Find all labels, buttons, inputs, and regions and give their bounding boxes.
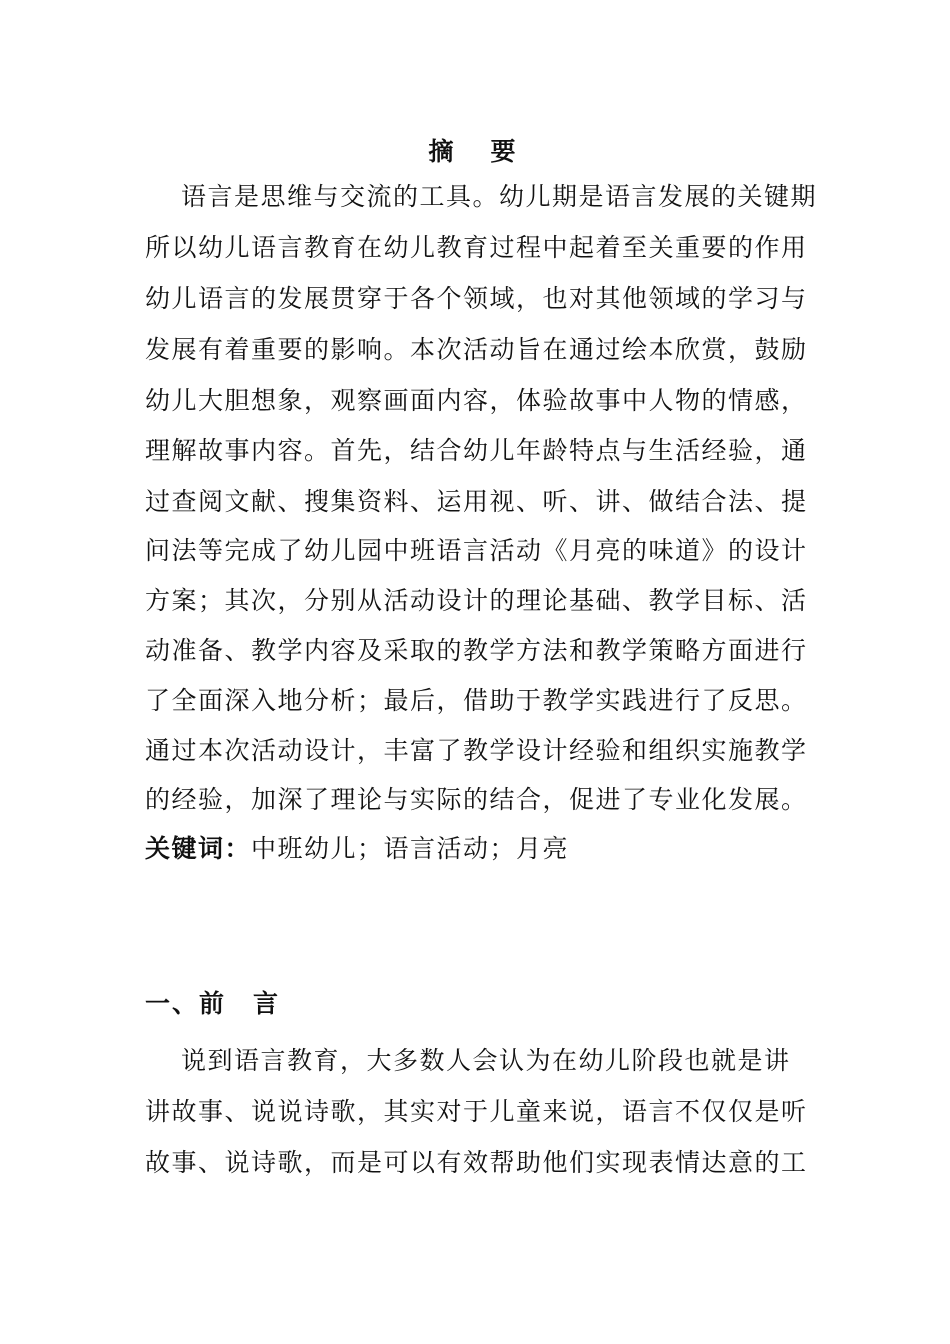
abstract-line: 方案；其次，分别从活动设计的理论基础、教学目标、活 xyxy=(145,586,808,615)
abstract-line: 幼儿大胆想象，观察画面内容，体验故事中人物的情感， xyxy=(145,386,808,415)
body-line: 说到语言教育，大多数人会认为在幼儿阶段也就是讲 xyxy=(145,1046,791,1075)
abstract-title: 摘 要 xyxy=(428,137,522,166)
keywords-value: 中班幼儿；语言活动；月亮 xyxy=(251,834,570,863)
abstract-line: 理解故事内容。首先，结合幼儿年龄特点与生活经验，通 xyxy=(145,436,808,465)
body-line: 故事、说诗歌，而是可以有效帮助他们实现表情达意的工 xyxy=(145,1148,808,1177)
abstract-line: 了全面深入地分析；最后，借助于教学实践进行了反思。 xyxy=(145,686,808,715)
abstract-line: 的经验，加深了理论与实际的结合，促进了专业化发展。 xyxy=(145,785,808,814)
abstract-line: 过查阅文献、搜集资料、运用视、听、讲、做结合法、提 xyxy=(145,487,808,516)
keywords xyxy=(145,831,805,867)
abstract-line: 所以幼儿语言教育在幼儿教育过程中起着至关重要的作用 xyxy=(145,233,808,262)
keywords-label: 关键词： xyxy=(145,834,252,863)
section-heading-preface: 一、前 言 xyxy=(145,989,281,1018)
abstract-line: 语言是思维与交流的工具。幼儿期是语言发展的关键期 xyxy=(145,182,817,211)
abstract-line: 问法等完成了幼儿园中班语言活动《月亮的味道》的设计 xyxy=(145,536,808,565)
body-line: 讲故事、说说诗歌，其实对于儿童来说，语言不仅仅是听 xyxy=(145,1097,808,1126)
abstract-line: 动准备、教学内容及采取的教学方法和教学策略方面进行 xyxy=(145,636,808,665)
abstract-line: 发展有着重要的影响。本次活动旨在通过绘本欣赏，鼓励 xyxy=(145,335,808,364)
abstract-line: 幼儿语言的发展贯穿于各个领域，也对其他领域的学习与 xyxy=(145,284,808,313)
abstract-line: 通过本次活动设计，丰富了教学设计经验和组织实施教学 xyxy=(145,736,808,765)
